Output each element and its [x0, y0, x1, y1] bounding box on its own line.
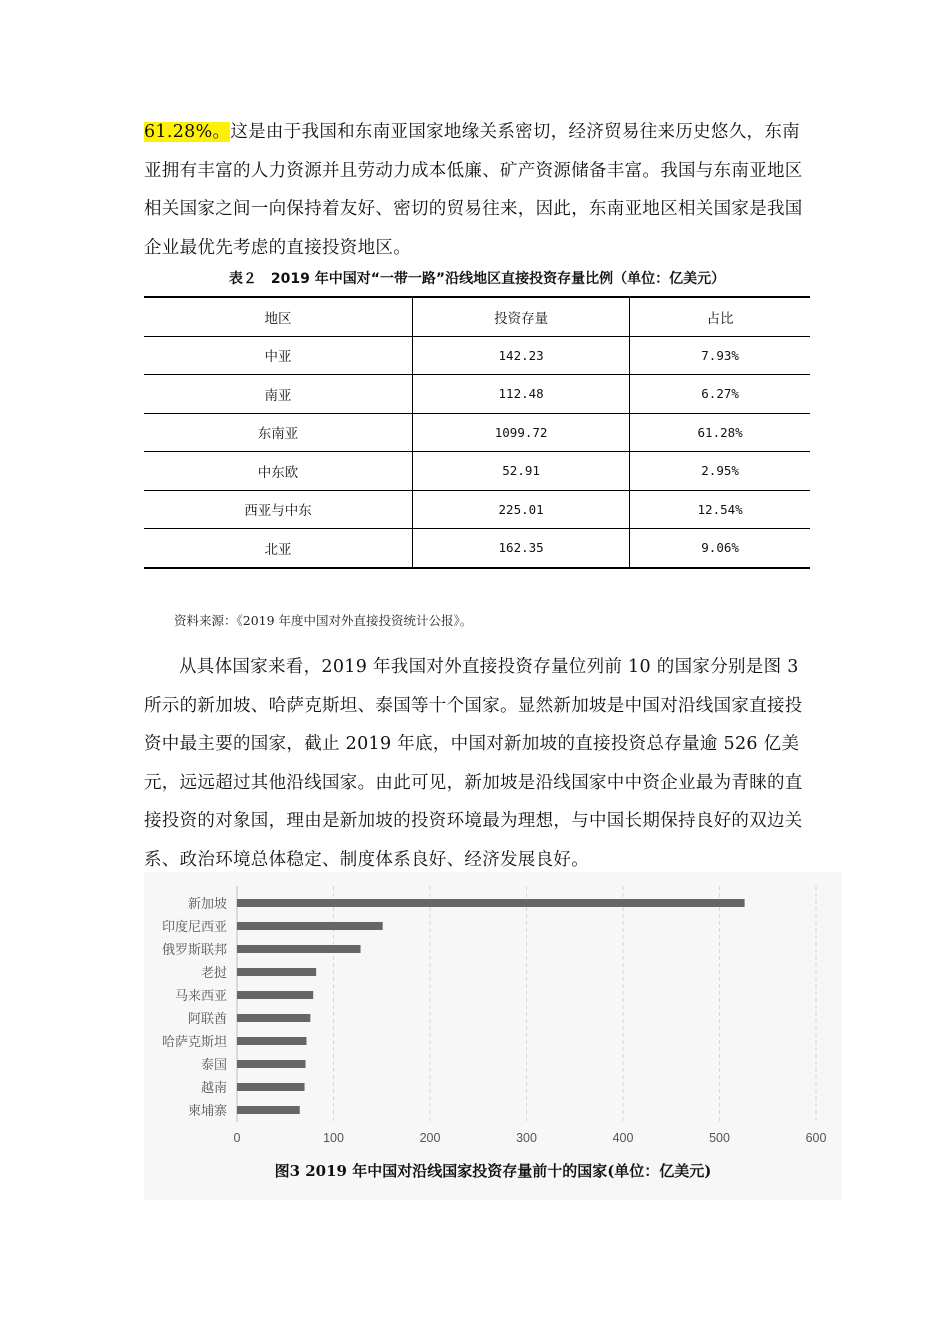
table-title: 表２ 2019 年中国对“一带一路”沿线地区直接投资存量比例（单位：亿美元） [228, 271, 726, 287]
paragraph-2-text: 从具体国家来看，2019 年我国对外直接投资存量位列前 10 的国家分别是图 3 所示的新加坡、哈萨克斯坦、泰国等十个国家。显然新加坡是中国对沿线国家直接投资中最主要的国家，截止 2019 年底，中国对新加坡的直接投资总存量逾 526 亿美元，远远超过其他沿线国家。由此可见，新加坡是沿线国家中中资企业最为青睐的直接投资的对象国，理由是新加坡的投资环境最为理想，与中国长期保持良好的双边关系、政治环境总体稳定、制度体系良好、经济发展良好。 [144, 657, 803, 870]
table-row [144, 375, 810, 414]
header-region: 地区 [144, 297, 413, 336]
table-row [144, 490, 810, 529]
cell-share: 2.95% [630, 452, 810, 491]
x-tick-label: 600 [805, 1131, 827, 1145]
cell-region: 西亚与中东 [144, 490, 413, 529]
paragraph-1-text: 这是由于我国和东南亚国家地缘关系密切，经济贸易往来历史悠久，东南亚拥有丰富的人力资源并且劳动力成本低廉、矿产资源储备丰富。我国与东南亚地区相关国家之间一向保持着友好、密切的贸易往来，因此，东南亚地区相关国家是我国企业最优先考虑的直接投资地区。 [144, 122, 803, 258]
x-tick-label: 500 [709, 1131, 730, 1145]
category-label: 泰国 [200, 1058, 227, 1073]
category-label: 阿联酋 [187, 1012, 227, 1027]
cell-region: 北亚 [144, 529, 413, 568]
bar [237, 968, 316, 976]
category-label: 哈萨克斯坦 [161, 1035, 227, 1050]
cell-share: 61.28% [630, 413, 810, 452]
cell-share: 9.06% [701, 540, 739, 556]
table-row [144, 336, 810, 375]
paragraph-1 [144, 113, 812, 267]
source-note: 资料来源：《2019 年度中国对外直接投资统计公报》。 [174, 613, 473, 628]
bar [237, 945, 361, 953]
x-tick-label: 400 [612, 1131, 634, 1145]
chart-caption: 图3 2019 年中国对沿线国家投资存量前十的国家(单位：亿美元) [274, 1162, 712, 1180]
cell-region: 东南亚 [144, 413, 413, 452]
table-row [144, 529, 810, 568]
table-row [144, 452, 810, 491]
cell-region: 南亚 [144, 375, 413, 414]
cell-region: 中亚 [144, 336, 413, 375]
cell-share: 7.93% [630, 336, 810, 375]
bar-chart [144, 872, 842, 1200]
category-label: 马来西亚 [174, 989, 227, 1004]
header-share: 占比 [630, 297, 810, 336]
category-label: 越南 [200, 1081, 227, 1096]
cell-investment: 112.48 [413, 375, 630, 414]
bar [237, 991, 313, 999]
bar [237, 1060, 306, 1068]
table-header-row [144, 297, 810, 336]
bar [237, 1037, 306, 1045]
x-tick-label: 100 [323, 1131, 344, 1145]
category-label: 老挝 [200, 966, 227, 981]
cell-share: 12.54% [630, 490, 810, 529]
bar-chart-svg [144, 872, 842, 1200]
category-label: 新加坡 [187, 897, 227, 912]
bar [237, 899, 745, 907]
bar [237, 1083, 305, 1091]
cell-share: 6.27% [630, 375, 810, 414]
cell-investment: 1099.72 [413, 413, 630, 452]
cell-investment: 52.91 [413, 452, 630, 491]
paragraph-2 [144, 648, 812, 879]
table-row [144, 413, 810, 452]
bar [237, 1106, 300, 1114]
highlighted-percentage: 61.28%。 [144, 122, 231, 142]
header-investment: 投资存量 [413, 297, 630, 336]
cell-region: 中东欧 [144, 452, 413, 491]
investment-table [144, 296, 810, 569]
x-tick-label: 0 [233, 1131, 241, 1145]
x-tick-label: 300 [516, 1131, 537, 1145]
cell-investment: 225.01 [413, 490, 630, 529]
cell-investment: 142.23 [413, 336, 630, 375]
category-label: 印度尼西亚 [161, 920, 227, 935]
bar [237, 922, 383, 930]
category-label: 俄罗斯联邦 [161, 943, 227, 958]
category-label: 柬埔寨 [187, 1104, 227, 1119]
cell-investment: 162.35 [413, 529, 630, 568]
x-tick-label: 200 [419, 1131, 441, 1145]
bar [237, 1014, 310, 1022]
